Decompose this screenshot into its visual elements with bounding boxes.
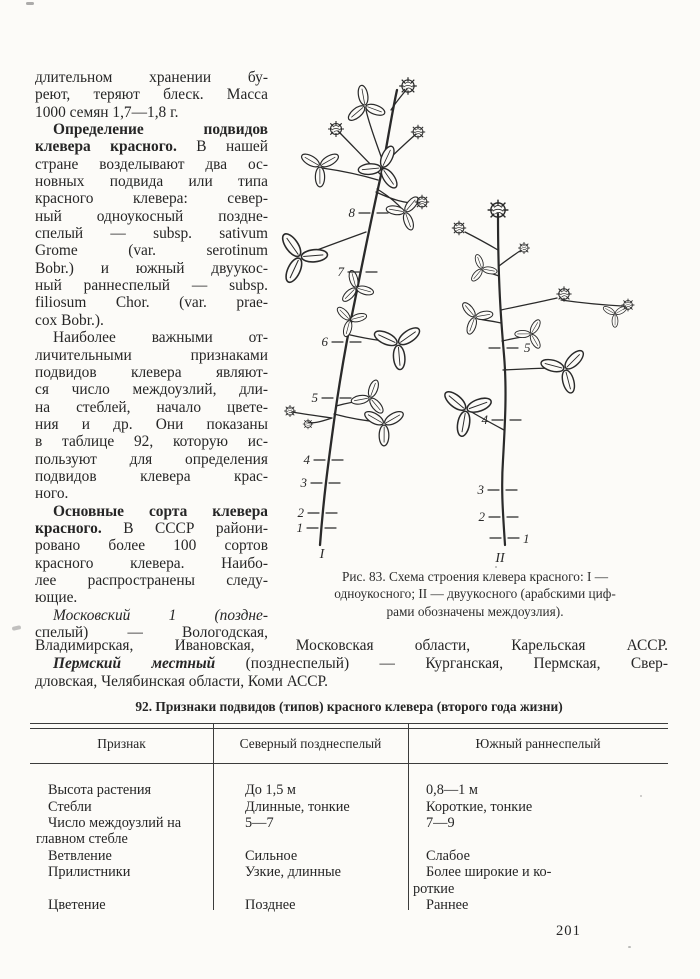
- cell-northern: 5—7: [245, 815, 274, 831]
- left-text-column: [35, 69, 268, 641]
- column-header-feature: Признак: [97, 736, 146, 751]
- text-line: ния и др. Они показаны: [35, 415, 268, 433]
- text-line-variety: [35, 655, 668, 673]
- text-line: на стеблей, начало цвете-: [35, 398, 268, 416]
- text-line: [35, 520, 268, 537]
- figure-illustration: [270, 62, 690, 564]
- internode-number: 6: [321, 334, 328, 349]
- text-line: ный раннеспелый — subsp.: [35, 277, 268, 295]
- scan-speck: [628, 946, 631, 948]
- flower-icon: [284, 405, 296, 417]
- flower-icon: [328, 121, 344, 137]
- scan-speck: [640, 795, 642, 797]
- table-row: [30, 848, 668, 865]
- text-line: дловская, Челябинская области, Коми АССР.: [35, 673, 329, 691]
- caption-line: Рис. 83. Схема строения клевера красного: I —: [341, 569, 609, 584]
- internode-number: 5: [311, 390, 318, 405]
- cell-northern: Узкие, длинные: [245, 864, 341, 880]
- internode-number: 5: [524, 340, 531, 355]
- leaf-icon: [360, 395, 413, 450]
- cell-feature: Прилистники: [48, 864, 131, 880]
- table-title: 92. Признаки подвидов (типов) красного клевера (второго года жизни): [135, 699, 563, 714]
- text-line: Владимирская, Ивановская, Московская области, Карельская АССР.: [35, 637, 668, 654]
- text-line: Bobr.) и южный двуукос-: [35, 259, 268, 277]
- plant-label: I: [319, 547, 325, 562]
- text-line: ный одноукосный поздне-: [35, 207, 268, 225]
- text-line: в таблице 92, которую ис-: [35, 433, 268, 451]
- cell-feature: Высота растения: [48, 782, 152, 798]
- text-line-heading: Определение подвидов: [53, 121, 268, 139]
- leaf-icon: [348, 374, 394, 417]
- text-line: пользуют для определения: [35, 450, 268, 468]
- internode-number: 3: [300, 475, 307, 490]
- leaf-icon: [369, 309, 433, 375]
- text-line-variety: Московский 1 (поздне-: [53, 606, 268, 624]
- flower-icon: [411, 125, 425, 139]
- cell-southern: Более широкие и ко-: [426, 864, 552, 880]
- internode-number: 1: [523, 531, 530, 546]
- caption-line: рами обозначены междоузлия).: [386, 603, 564, 619]
- cell-southern: 0,8—1 м: [426, 782, 478, 798]
- text-line: подвидов клевера крас-: [35, 467, 268, 485]
- leaf-icon: [429, 373, 497, 442]
- cell-northern: Позднее: [245, 897, 296, 913]
- scan-speck: [495, 566, 497, 568]
- leaf-icon: [270, 219, 333, 288]
- text-segment: клевера красного.: [35, 138, 177, 156]
- scan-speck: [12, 625, 22, 631]
- text-segment: В нашей: [196, 138, 268, 156]
- column-header-northern: Северный позднеспелый: [239, 736, 382, 751]
- table-row: [30, 831, 668, 848]
- leaf-icon: [382, 186, 431, 234]
- flower-icon: [399, 77, 417, 95]
- flower-icon: [556, 286, 571, 301]
- cell-northern: Сильное: [245, 848, 298, 864]
- leaf-icon: [512, 312, 553, 351]
- text-line: Grome (var. serotinum: [35, 242, 268, 260]
- internode-number: 3: [477, 482, 484, 497]
- text-line: Наиболее важными от-: [53, 329, 268, 347]
- leaf-icon: [326, 296, 370, 340]
- table-row: [30, 881, 668, 898]
- full-width-paragraph: [35, 637, 668, 692]
- leaf-icon: [536, 334, 600, 398]
- cell-southern: Короткие, тонкие: [426, 799, 533, 815]
- cell-feature: главном стебле: [36, 831, 128, 847]
- leaf-icon: [450, 292, 497, 338]
- internode-number: 7: [337, 264, 344, 279]
- caption-line: одноукосного; II — двуукосного (арабскими циф-: [334, 586, 616, 602]
- text-line: спелый — subsp. sativum: [35, 225, 268, 243]
- table-row: [30, 864, 668, 881]
- internode-number: 4: [303, 452, 310, 467]
- leaf-icon: [341, 82, 387, 124]
- cell-southern: роткие: [413, 881, 455, 897]
- figure-caption: [277, 568, 673, 620]
- text-line: новных подвида или типа: [35, 173, 268, 191]
- table-row: [30, 799, 668, 816]
- table-header-rule: [30, 763, 668, 764]
- text-line: стране возделывают два ос-: [35, 155, 268, 173]
- text-line: ровано более 100 сортов: [35, 537, 268, 555]
- table-row: [30, 815, 668, 832]
- text-segment: Пермский местный: [53, 655, 216, 673]
- scan-speck: [26, 2, 34, 5]
- text-line-heading: Основные сорта клевера: [53, 502, 268, 520]
- text-line: подвидов клевера являют-: [35, 363, 268, 381]
- cell-northern: Длинные, тонкие: [245, 799, 350, 815]
- cell-feature: Стебли: [48, 799, 92, 815]
- text-line: ного.: [35, 485, 69, 503]
- text-line: личительными признаками: [35, 346, 268, 364]
- internode-number: 4: [481, 412, 488, 427]
- text-line: длительном хранении бу-: [35, 69, 268, 86]
- cell-feature: Цветение: [48, 897, 106, 913]
- text-line: красного клевера. Наибо-: [35, 554, 268, 572]
- internode-number: 2: [297, 505, 304, 520]
- text-segment: (позднеспелый) — Курганская, Пермская, Свер-: [245, 655, 668, 673]
- plant-two: [429, 200, 634, 564]
- cell-feature: Число междоузлий на: [48, 815, 182, 831]
- cell-southern: 7—9: [426, 815, 455, 831]
- internode-number: 8: [348, 205, 355, 220]
- flower-icon: [303, 419, 313, 429]
- text-line: спелый) — Вологодская,: [35, 624, 268, 641]
- table-row: [30, 897, 668, 914]
- text-line: красного клевера: север-: [35, 190, 268, 208]
- text-segment: красного.: [35, 519, 102, 537]
- flower-icon: [415, 195, 429, 209]
- flower-icon: [452, 221, 466, 235]
- plant-one: [270, 77, 433, 562]
- text-segment: В СССР райони-: [123, 519, 268, 537]
- leaf-icon: [292, 138, 343, 191]
- table-top-rule: [30, 723, 668, 729]
- text-line: ющие.: [35, 589, 78, 607]
- cell-feature: Ветвление: [48, 848, 112, 864]
- text-line: [35, 138, 268, 155]
- text-line: ся число междоузлий, дли-: [35, 381, 268, 399]
- text-line: filiosum Chor. (var. prae-: [35, 294, 268, 312]
- leaf-icon: [463, 250, 500, 284]
- cell-southern: Слабое: [426, 848, 470, 864]
- subspecies-table: [30, 723, 668, 915]
- flower-icon: [488, 200, 509, 221]
- cell-northern: До 1,5 м: [245, 782, 296, 798]
- plant-label: II: [495, 551, 505, 564]
- internode-number: 2: [478, 509, 485, 524]
- page-number: 201: [556, 923, 581, 939]
- cell-southern: Раннее: [426, 897, 469, 913]
- table-row: [30, 782, 668, 799]
- text-line: cox Bobr.).: [35, 311, 104, 329]
- column-header-southern: Южный раннеспелый: [475, 736, 601, 751]
- text-line: 1000 семян 1,7—1,8 г.: [35, 103, 179, 121]
- flower-icon: [518, 242, 530, 254]
- flower-icon: [622, 299, 635, 312]
- internode-number: 1: [296, 520, 303, 535]
- text-line: лее распространены следу-: [35, 571, 268, 589]
- text-line: реют, теряют блеск. Масса: [35, 86, 268, 104]
